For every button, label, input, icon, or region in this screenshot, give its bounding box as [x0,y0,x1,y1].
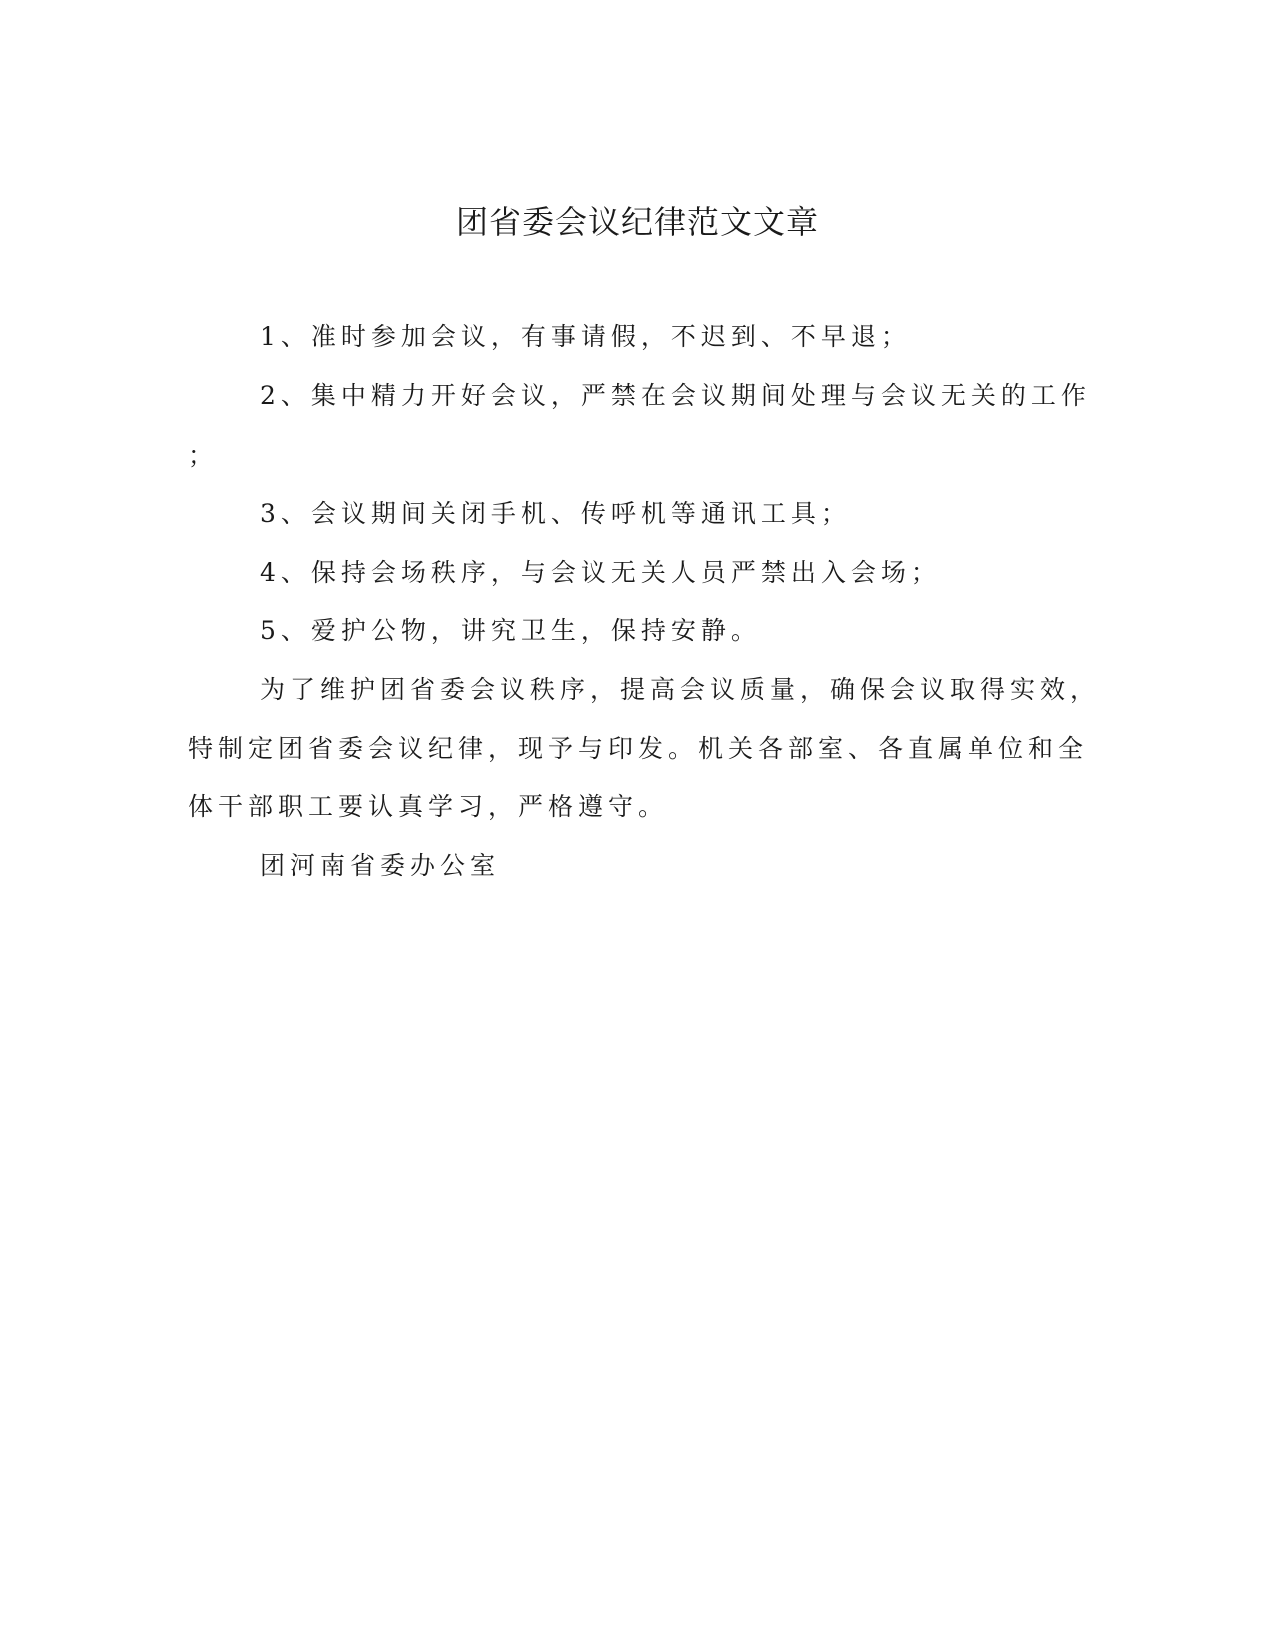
rule-item-5: 5、爱护公物，讲究卫生，保持安静。 [260,616,761,645]
rule-item-2: 2、集中精力开好会议，严禁在会议期间处理与会议无关的工作 [260,381,1091,410]
document-title: 团省委会议纪律范文文章 [455,203,819,241]
rule-item-4: 4、保持会场秩序，与会议无关人员严禁出入会场； [260,558,941,587]
closing-paragraph-line-3: 体干部职工要认真学习，严格遵守。 [188,792,669,821]
closing-paragraph-line-1: 为了维护团省委会议秩序，提高会议质量，确保会议取得实效， [260,675,1101,704]
closing-paragraph-line-2: 特制定团省委会议纪律，现予与印发。机关各部室、各直属单位和全 [188,734,1089,763]
signature: 团河南省委办公室 [260,851,501,880]
rule-item-2-continuation: ； [188,441,219,470]
rule-item-1: 1、准时参加会议，有事请假，不迟到、不早退； [260,322,911,351]
rule-item-3: 3、会议期间关闭手机、传呼机等通讯工具； [260,499,851,528]
